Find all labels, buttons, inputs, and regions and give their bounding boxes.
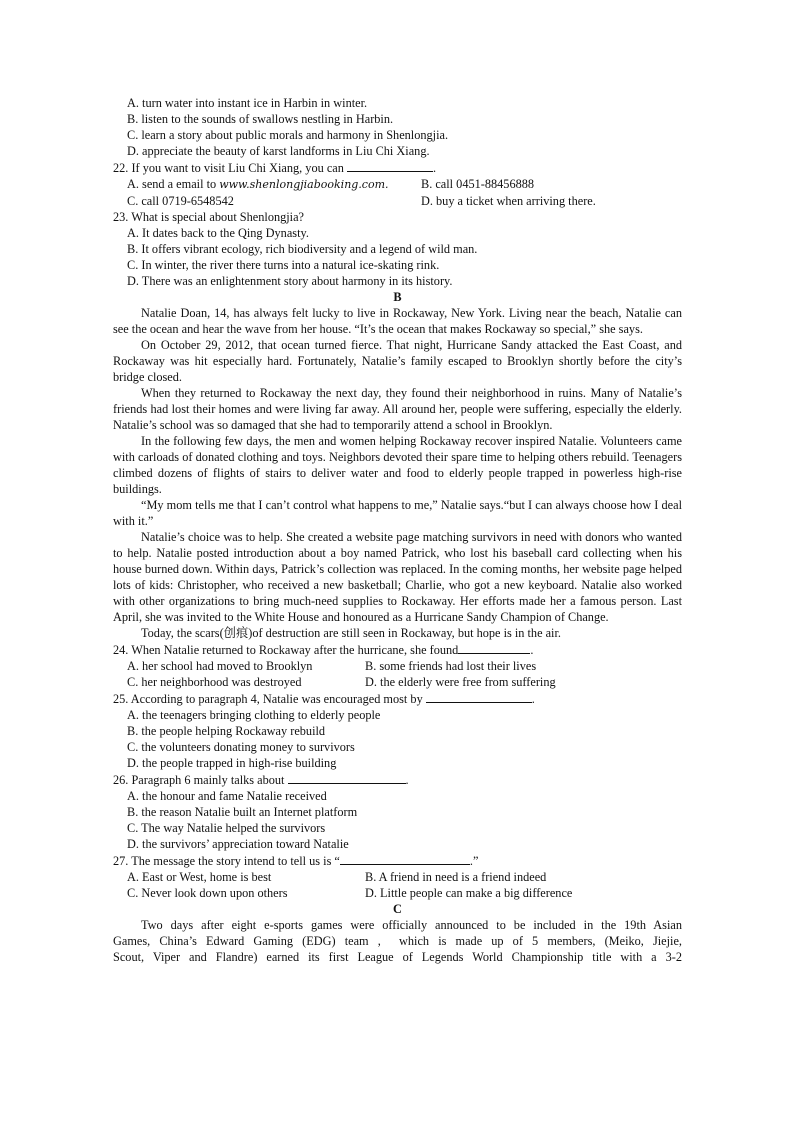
q26-stem: 26. Paragraph 6 mainly talks about — [113, 773, 285, 787]
section-b-heading: B — [393, 290, 402, 304]
q24-option-d: D. the elderly were free from suffering — [365, 675, 556, 689]
question-27 — [113, 852, 682, 901]
question-22 — [113, 159, 682, 209]
q22-stem-line — [113, 159, 682, 176]
exam-page — [113, 95, 682, 965]
q27-option-b: B. A friend in need is a friend indeed — [365, 870, 547, 884]
section-c-heading: C — [393, 902, 402, 916]
q24-option-a: A. her school had moved to Brooklyn — [127, 659, 313, 673]
q24-row-ab — [113, 658, 682, 674]
q23-option-a: A. It dates back to the Qing Dynasty. — [127, 226, 309, 240]
q24-option-c: C. her neighborhood was destroyed — [127, 675, 302, 689]
q22-row-ab — [113, 176, 682, 193]
q21-option-a: A. turn water into instant ice in Harbin in winter. — [127, 96, 368, 110]
q27-option-c: C. Never look down upon others — [127, 886, 288, 900]
q22-option-a — [127, 176, 421, 193]
q22-option-c: C. call 0719-6548542 — [127, 194, 234, 208]
q26-option-d: D. the survivors’ appreciation toward Natalie — [127, 837, 349, 851]
q23-option-d: D. There was an enlightenment story about harmony in its history. — [127, 274, 453, 288]
q24-stem-line — [113, 641, 682, 658]
q26-answer-blank[interactable] — [288, 771, 406, 784]
question-25 — [113, 690, 682, 771]
q24-option-b: B. some friends had lost their lives — [365, 659, 537, 673]
section-b-passage — [113, 305, 682, 641]
q24-answer-blank[interactable] — [458, 641, 530, 654]
passage-b-paragraph-6: Natalie’s choice was to help. She created a website page matching survivors in need with donors who wanted to help. Natalie posted introduction about a boy named Patrick, who lost his baseball card collecting when his house burned down. Within days, Patrick’s collection was replaced. In the coming months, her website page helped lots of kids: Christopher, who received a new basketball; Charlie, who got a new keyboard. Natalie also worked with other organizations to bring much-need supplies to Rockaway. Her efforts made her a famous person. Last April, she was invited to the White House and honoured as a Hurricane Sandy Champion of Change. — [113, 530, 682, 624]
question-26 — [113, 771, 682, 852]
q23-stem: 23. What is special about Shenlongjia? — [113, 210, 305, 224]
q27-option-a: A. East or West, home is best — [127, 870, 272, 884]
q26-stem-end: . — [405, 773, 409, 787]
q21-options — [113, 95, 682, 159]
q23-option-c: C. In winter, the river there turns into a natural ice-skating rink. — [127, 258, 440, 272]
q22-option-b: B. call 0451-88456888 — [421, 177, 535, 191]
q22-row-cd — [113, 193, 682, 209]
passage-b-paragraph-3: When they returned to Rockaway the next day, they found their neighborhood in ruins. Many of Natalie’s friends had lost their homes and were living far away. All around her, people were suffering, especially the elderly. Natalie’s school was so damaged that she had to temporarily attend a school in Brooklyn. — [113, 386, 682, 432]
q27-row-ab — [113, 869, 682, 885]
q24-stem: 24. When Natalie returned to Rockaway after the hurricane, she found — [113, 643, 459, 657]
question-23 — [113, 209, 682, 289]
passage-c-line-2: Games, China’s Edward Gaming (EDG) team , which is made up of 5 members, (Meiko, Jiejie, — [113, 934, 682, 948]
q26-option-b: B. the reason Natalie built an Internet platform — [127, 805, 358, 819]
question-24 — [113, 641, 682, 690]
passage-b-paragraph-7: Today, the scars(创痕)of destruction are still seen in Rockaway, but hope is in the air. — [141, 626, 561, 640]
q25-stem-line — [113, 690, 682, 707]
q22-stem-end: . — [432, 161, 437, 175]
q25-stem: 25. According to paragraph 4, Natalie was encouraged most by — [113, 692, 423, 706]
q22-stem: 22. If you want to visit Liu Chi Xiang, you can — [113, 161, 344, 175]
q25-stem-end: . — [531, 692, 535, 706]
q26-option-a: A. the honour and fame Natalie received — [127, 789, 327, 803]
q27-stem-end: .” — [469, 854, 479, 868]
passage-c-line-3: Scout, Viper and Flandre) earned its first League of Legends World Championship title with a 3-2 — [113, 950, 682, 964]
q27-answer-blank[interactable] — [340, 852, 470, 865]
q27-row-cd — [113, 885, 682, 901]
passage-b-paragraph-4: In the following few days, the men and women helping Rockaway recover inspired Natalie. Volunteers came with carloads of donated clothing and toys. Neighbors devoted their spare time to helping others rebuild. Teenagers climbed dozens of flights of stairs to deliver water and food to elderly people trapped in powerless high-rise buildings. — [113, 434, 682, 496]
q22-option-a-url: www.shenlongjiabooking.com. — [219, 178, 389, 191]
q22-option-d: D. buy a ticket when arriving there. — [421, 194, 596, 208]
q22-option-a-text: A. send a email to — [127, 177, 220, 191]
passage-b-paragraph-5: “My mom tells me that I can’t control what happens to me,” Natalie says.“but I can always choose how I deal with it.” — [113, 498, 682, 528]
q25-option-a: A. the teenagers bringing clothing to elderly people — [127, 708, 381, 722]
q21-option-c: C. learn a story about public morals and harmony in Shenlongjia. — [127, 128, 449, 142]
q22-answer-blank[interactable] — [347, 159, 433, 172]
q25-answer-blank[interactable] — [426, 690, 532, 703]
q21-option-b: B. listen to the sounds of swallows nestling in Harbin. — [127, 112, 394, 126]
q24-stem-end: . — [530, 643, 534, 657]
q25-option-b: B. the people helping Rockaway rebuild — [127, 724, 326, 738]
q27-stem-line — [113, 852, 682, 869]
passage-b-paragraph-1: Natalie Doan, 14, has always felt lucky to live in Rockaway, New York. Living near the beach, Natalie can see the ocean and hear the wave from her house. “It’s the ocean that makes Rockaway so special,” she says. — [113, 306, 682, 336]
q24-row-cd — [113, 674, 682, 690]
passage-c-line-1: Two days after eight e-sports games were officially announced to be included in the 19th Asian — [141, 918, 682, 932]
q26-stem-line — [113, 771, 682, 788]
q25-option-d: D. the people trapped in high-rise building — [127, 756, 337, 770]
section-c-passage — [113, 917, 682, 965]
q25-option-c: C. the volunteers donating money to survivors — [127, 740, 355, 754]
q21-option-d: D. appreciate the beauty of karst landforms in Liu Chi Xiang. — [127, 144, 430, 158]
passage-b-paragraph-2: On October 29, 2012, that ocean turned fierce. That night, Hurricane Sandy attacked the East Coast, and Rockaway was hit especially hard. Fortunately, Natalie’s family escaped to Brooklyn shortly before the city’s bridge closed. — [113, 338, 682, 384]
q27-option-d: D. Little people can make a big difference — [365, 886, 573, 900]
q26-option-c: C. The way Natalie helped the survivors — [127, 821, 326, 835]
q23-option-b: B. It offers vibrant ecology, rich biodiversity and a legend of wild man. — [127, 242, 478, 256]
q27-stem: 27. The message the story intend to tell us is “ — [113, 854, 340, 868]
